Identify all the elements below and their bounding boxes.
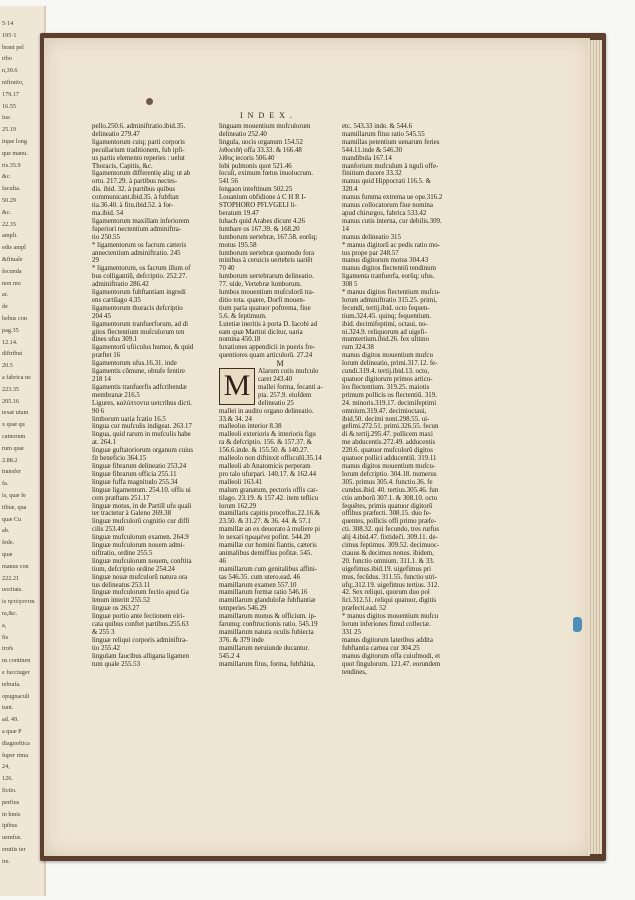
left-page-text-fragment: ab. (2, 527, 10, 535)
index-entry: apud chirurgos, fabrica 533.42 (342, 209, 427, 217)
index-entry: lorum adminiftratio 315.25. primi, (342, 296, 437, 304)
left-page-text-fragment: 20.5 (2, 362, 13, 370)
left-page-text-fragment: diagnoftica (2, 739, 30, 747)
index-entry: fubftantia carnea cur 304.25 (342, 644, 420, 652)
index-entry: beratum 19.47 (219, 209, 259, 217)
index-entry: ligamentorum fubftantiam ingredi (92, 289, 186, 297)
index-entry: præftet 16 (92, 352, 121, 360)
left-page-text-fragment: texat uium (2, 409, 29, 417)
index-entry: lorum inferiones fimul collectæ. (342, 621, 431, 629)
index-entry: lumborum uertebræ quomodo fora (219, 249, 315, 257)
index-entry: 77. uide, Vertebræ lumborum. (219, 281, 302, 289)
left-page-text-fragment: edis ampl (2, 244, 26, 252)
page-edges (588, 40, 602, 854)
index-entry: dines ufus 309.1 (92, 336, 138, 344)
index-entry: 42. Sex reliqui, quorum duo pol (342, 589, 430, 597)
index-entry: mamillarum natura oculis fubiecta (219, 629, 314, 636)
left-page-text-fragment: x quæ qu (2, 421, 25, 429)
left-page-text-fragment: quæ (2, 551, 13, 558)
index-entry: ortu. 217.29. à partibus nectes- (92, 178, 178, 186)
left-page-text-fragment: bebus con (2, 315, 27, 322)
left-page-text-fragment: &fituale (2, 256, 23, 263)
index-entry: pello.250.6. adminiftratio.ibid.35. (92, 123, 186, 130)
index-entry: mamillarum munus & officium. ip- (219, 613, 317, 621)
index-entry: linguæ fibrarum officia 255.11 (92, 470, 177, 478)
left-page-text-fragment: ire. (2, 857, 11, 865)
index-entry: nomina 450.18 (219, 336, 261, 344)
index-entry: lorum delineatio, primi.317.12. fe- (342, 360, 438, 368)
index-entry: linguæ mufculorum nouem, conftita (92, 557, 192, 565)
index-entry: linguæ nouæ mufculorŭ natura ora (92, 573, 188, 581)
index-entry: dis. ibid. 32. à partibus quibus (92, 186, 176, 194)
index-entry: mamillarum examen 557.10 (219, 581, 297, 589)
index-entry: malleoli ab Anatomicis perperam (219, 462, 311, 470)
index-entry: us partis elemento reperies : uelut (92, 154, 185, 162)
index-entry: tas 546.35. cum utero.ead. 46 (219, 573, 301, 581)
index-entry: Alarum cutis mufculo (258, 368, 319, 376)
left-page-text-fragment: 25.19 (2, 126, 16, 134)
index-entry: minibus à ceruicis uertebris uariēt (219, 257, 313, 265)
section-heading-m: M (276, 359, 284, 369)
index-entry: manus digitorum motus 304.43 (342, 257, 429, 265)
index-entry: cti. 308.32. qui fecundo, tres rurfus (342, 526, 440, 534)
index-entry: limborum uaria fcatio 16.5 (92, 415, 166, 423)
left-page-text-fragment: a quæ P (2, 728, 22, 735)
index-entry: manus cutis interna, cur debilis.309. (342, 217, 442, 225)
index-entry: quot fingulorum. 121.47. eorundem (342, 660, 441, 668)
left-page-text-fragment: manus con (2, 562, 29, 570)
index-entry: manus digitorum lateribus addita (342, 636, 433, 644)
index-entry: ma.ibid. 54 (92, 209, 124, 217)
index-entry: ni.324.9. reliquorum ad uigefi- (342, 328, 427, 336)
left-page-text-fragment: e fucciuger (2, 669, 30, 676)
index-entry: tio 255.42 (92, 644, 120, 652)
index-entry: motus 195.58 (219, 241, 257, 249)
index-entry: tia.36.40. à fitu.ibid.52. à for- (92, 202, 174, 210)
index-entry: 14 (342, 225, 349, 233)
index-entry: mumtertium.ibid.26. fex ultimo (342, 336, 430, 344)
left-page-text-fragment: ris.35.9 (2, 161, 21, 169)
index-entry: cimus feptimus. 309.52. decimuoc- (342, 542, 440, 550)
index-entry: peculiarium traditionem, fub ipfi- (92, 146, 185, 154)
index-entry: 320.4 (342, 186, 358, 194)
left-page-text-fragment: &c. (2, 173, 12, 181)
index-entry: linguæ mufculorum examen. 264.9 (92, 534, 189, 542)
left-page-text-fragment: tunt. (2, 704, 14, 712)
index-entry: uigefimus.ibid.19. uigefimus pri (342, 565, 431, 573)
left-page-text-fragment: diftribut (2, 350, 23, 358)
index-entry: mamillarum fitus, forma, fubftätia, (219, 660, 316, 668)
index-entry: gefimi.272.51. primi.326.55. fecun (342, 423, 439, 431)
index-entry: tus delineatus 253.11 (92, 581, 151, 589)
index-entry: annectentium adminiftratio. 245 (92, 249, 181, 257)
index-entry: malleolus interior 8.38 (219, 423, 282, 431)
index-entry: quatuor pollici adducentiŭ. 319.11 (342, 455, 437, 463)
index-entry: quentiores quam articulorũ. 27.24 (219, 352, 313, 360)
index-entry: * manus digitos flectentium mufcu- (342, 289, 441, 297)
index-entry: tum quale 255.53 (92, 660, 141, 668)
index-entry: tus prope par 248.57 (342, 249, 399, 257)
left-page-text-fragment: is ηετέγονται (2, 598, 35, 606)
index-entry: mamillaris capitis proceffus.22.16.& (219, 510, 321, 518)
left-page-text-fragment: 2.88.2 (2, 456, 18, 464)
index-entry: * ligamentorum, os facrum illum of (92, 265, 191, 273)
index-entry: membranæ 216.5 (92, 391, 140, 399)
index-entry: ligamenta tranfuerfa, eorũq; ufus. (342, 273, 435, 281)
index-entry: temperies 546.29 (219, 605, 267, 613)
left-page-text-fragment: 22.35 (2, 220, 16, 228)
left-page-text-fragment: rum quæ (2, 444, 24, 452)
index-entry: ligamentorŭ ufiiculus humor, & quid (92, 344, 194, 352)
index-entry: tio 250.55 (92, 233, 120, 241)
index-entry: λιθοειδὴ offa 33.33. & 166.48 (219, 146, 302, 154)
index-entry: gitos flectentium mufculorum ten (92, 328, 185, 336)
index-entry: 46 (219, 557, 226, 565)
index-entry: fequêtes, primis quatuor digitorũ (342, 502, 433, 510)
index-entry: ctio amborŭ 307.1. & 308.10. octo (342, 494, 438, 502)
index-entry: alij 4.ibid.47. fixtideĉi. 309.11. de- (342, 534, 438, 542)
index-entry: 29 (92, 257, 99, 265)
left-page-text-fragment: tique long (2, 138, 27, 145)
index-entry: mallei in audito organo delineatio. (219, 407, 314, 415)
index-entry: lumborum uertebrarum delineatio. (219, 273, 314, 281)
index-entry: ligamentorum thoracis defcriptio (92, 304, 183, 312)
index-column-3 (342, 123, 468, 676)
index-entry: linguæ fuffa magnitudo 255.34 (92, 478, 178, 486)
index-entry: cem præftans 251.17 (92, 494, 150, 502)
index-entry: mus, fecūdus. 311.55. functio utri- (342, 573, 438, 581)
index-entry: lumbare os 167.39. & 168.20 (219, 225, 300, 233)
index-entry: manus delineatio 315 (342, 233, 401, 241)
index-entry: manforium mufculum à nguli offe- (342, 162, 439, 170)
index-column-1 (92, 123, 212, 669)
index-entry: lorum defcriptio. 304.18. numerus (342, 470, 437, 478)
left-page-text-fragment: fa. (2, 480, 9, 488)
index-entry: quatuor digitorum primos articu- (342, 376, 433, 383)
left-page-text-fragment: transfer (2, 468, 21, 476)
index-entry: lenum interitt 255.52 (92, 597, 150, 605)
left-page-text-fragment: ribo (2, 55, 12, 63)
left-page-text-fragment: quæ Cu (2, 515, 22, 523)
index-entry: linguæ ligamentum. 254.10. offis ui (92, 486, 191, 494)
index-entry: 218 14 (92, 376, 111, 383)
index-entry: 308 5 (342, 281, 358, 289)
index-entry: 544.11.inde & 546.30 (342, 146, 403, 154)
index-entry: manus digitorum offa cuiufmodi, et (342, 652, 441, 660)
index-entry: manus quid Hippocrati 116.5. & (342, 178, 431, 186)
left-page-text-fragment: ad. 49. (2, 716, 19, 724)
index-entry: lingua cur mufculis indigeat. 263.17 (92, 423, 192, 431)
index-entry: manus digitos mouentium mufcu- (342, 462, 436, 470)
index-entry: tium, defcriptio ordine 254.24 (92, 565, 175, 573)
left-page-text-fragment: 24, (2, 763, 10, 771)
index-entry: 545.2 4 (219, 652, 240, 660)
index-entry: cundi.319.4. tertij.ibid.13. octo, (342, 368, 430, 376)
index-entry: lo uexari ηρωμένα pofint. 544.20 (219, 534, 311, 542)
index-entry: malleoli 163.41 (219, 478, 263, 486)
left-page-text-fragment: tibiæ, qua (2, 503, 27, 511)
index-entry: delineatio 25 (258, 399, 294, 407)
index-entry: niftratio, ordine 255.5 (92, 549, 153, 557)
left-page-text-fragment: perfius (2, 798, 20, 806)
index-entry: ligamentorum tranfuerforum, ad di (92, 320, 189, 328)
blue-page-tab (573, 617, 582, 632)
left-page-text-fragment: ipibus (2, 822, 18, 830)
index-entry: linguæ guftatoriorum organum cuius (92, 447, 194, 455)
left-page-text-fragment: pag.35 (2, 326, 19, 334)
index-entry: 5.6. & feptimum. (219, 312, 267, 320)
index-entry: Lutetiæ ineritis à porta D. Iacobi ad (219, 320, 318, 328)
index-entry: ditio tota. quære, Dorfi mouen- (219, 296, 306, 304)
index-entry: me abducentis.272.49. adducentis (342, 439, 436, 447)
left-page-text-fragment: fictio. (2, 787, 17, 794)
index-entry: cundus.ibid. 40. tertius.305.46. fun (342, 486, 439, 494)
index-entry: farumq; conftructionis ratio. 545.19 (219, 621, 318, 629)
index-column-2 (219, 123, 341, 669)
index-entry: Louanium obfidione à C H R I- (219, 194, 306, 202)
index-entry: communicant.ibid.35. à fubftan (92, 194, 179, 202)
index-entry: ibid. decimifeptimi, octaui, no- (342, 320, 428, 328)
left-page-text-fragment: a fabrica ne (2, 374, 31, 381)
index-entry: omnium.319.47. decimioctaui, (342, 407, 427, 415)
index-entry: mamillas petentium uenarum feries (342, 138, 440, 146)
index-entry: linguæ os 263.27 (92, 605, 140, 613)
index-entry: bus colligantiŭ, defcriptio. 252.27. (92, 273, 188, 281)
left-page-text-fragment: 126. (2, 775, 13, 783)
index-entry: malleolo non diftinxit offiıculŭ.35.14 (219, 455, 322, 463)
index-entry: offibus præfecti. 308.15. duo fe- (342, 510, 432, 518)
index-entry: lobi pulmonis quot 521.46 (219, 162, 292, 170)
left-page-text-fragment: 222.21 (2, 574, 20, 582)
index-entry: lingula, uocis organum 154.52 (219, 138, 303, 146)
index-entry: caret 243.40 (258, 376, 293, 383)
index-entry: linguæ reliqui corporis adminiftra- (92, 636, 188, 644)
index-entry: lumbos mouentium mufculorŭ tra- (219, 289, 315, 297)
index-entry: mamillarum cum genitalibus affini- (219, 565, 318, 573)
index-entry: delineatio 252.40 (219, 130, 267, 138)
left-page-text-fragment: 50.29 (2, 197, 16, 204)
index-entry: mamillæ cur homini fiantis, cæteris (219, 542, 317, 550)
index-entry: lici.312.51. reliqui quatuor, digitis (342, 597, 437, 605)
left-page-text-fragment: fecunda (2, 267, 22, 275)
left-page-text-fragment: fede. (2, 539, 15, 547)
index-entry: adminiftratio 286.42 (92, 281, 149, 289)
index-entry: lingua, quid rarum in mufculis habe (92, 431, 191, 439)
index-entry: STOPHORO PFLVGELI li- (219, 202, 297, 210)
left-page-text-fragment: ra,&c. (2, 610, 18, 617)
left-page-text-fragment: uemfus. (2, 834, 22, 842)
index-entry: ligamentorum maxillam inferiorem (92, 217, 190, 225)
index-entry: cata quibus conftet partibus.255.63 (92, 621, 189, 629)
left-page-text-fragment: 16.55 (2, 102, 16, 110)
index-entry: tium.324.45. quinq; fequentium. (342, 312, 432, 320)
index-entry: * ligamentorum os facrum cæteris (92, 241, 187, 249)
index-entry: los flectentium. 319.25. maiotis (342, 383, 430, 391)
index-entry: 220.6. quatuor mufculorŭ digitos (342, 447, 433, 455)
index-entry: * manus digitorū ac pedis ratio mo- (342, 241, 440, 249)
index-entry: tium paria quatuor poftrema, fiue (219, 304, 311, 312)
left-page-text-fragment: in hmis (2, 810, 21, 818)
index-entry: linguæ mufculorum nouem admi- (92, 542, 185, 550)
index-entry: Ligures, καλύπτοντα uetcribus dicti. (92, 399, 193, 407)
left-page-text-fragment: 195·1 (2, 31, 17, 39)
left-page-text-fragment: tebrafa. (2, 680, 21, 688)
index-entry: malum granatum, pectoris offis car- (219, 486, 318, 494)
left-page-text-fragment: uocitats. (2, 586, 23, 594)
left-page-text-fragment: 5·14 (2, 20, 14, 27)
index-entry: di & tertij.295.47. pollicem maxi (342, 431, 433, 439)
index-entry: ra & defcriptio. 156. & 157.37. & (219, 439, 313, 447)
index-entry: linguam mouentium mufculorum (219, 123, 311, 130)
left-page-text-fragment: que manu. (2, 149, 28, 157)
decorated-initial: M (219, 368, 255, 405)
index-entry: præfecti.ead. 52 (342, 605, 387, 613)
index-entry: mamillarum fitus ratio 545.55 (342, 130, 425, 138)
left-page-text-fragment: erutiis ter (2, 846, 26, 853)
index-entry: ibid.50. decimi noni.298.55. ui- (342, 415, 430, 423)
index-entry: fecundi, tertij.ibid. octo fequen- (342, 304, 430, 312)
index-entry: eam quæ Martini dicitur, uaria (219, 328, 303, 336)
index-entry: linguæ fibrarum delineatio 253.24 (92, 462, 187, 470)
index-entry: 305. primus 305.4. functio.36. fe (342, 478, 433, 486)
index-entry: delineatio 279.47 (92, 130, 140, 138)
index-entry: λίθος iecoris 506.40 (219, 154, 275, 162)
index-entry: 541 56 (219, 178, 238, 186)
index-entry: 24. minoris.319.17. decimifeptimi (342, 399, 437, 407)
index-entry: linguæ portio ante fectionem eiri- (92, 613, 185, 621)
left-page-text-fragment: fis (2, 633, 9, 641)
index-entry: pta. 257.9. eiufdem (258, 391, 312, 399)
index-entry: * manus digitos mouentium mufcu (342, 613, 439, 621)
index-entry: mallei forma, fecanti a- (258, 383, 323, 391)
left-page-text-fragment: niftratio, (2, 79, 24, 86)
index-header: INDEX. (240, 111, 297, 120)
left-page-text-fragment: ns continen (2, 657, 31, 665)
index-entry: linguæ motus, in de Partill ufu quali (92, 502, 192, 510)
left-page-text-fragment: opugnaculi (2, 692, 30, 700)
index-entry: ligamentis cõmune, obtufe fentire (92, 368, 185, 376)
index-entry: lorum 162.29 (219, 502, 257, 510)
index-entry: malleoli exterioris & interioris figu (219, 431, 316, 439)
index-entry: luxationes appendicii in pueris fre- (219, 344, 316, 352)
left-page-text-fragment: fuper rima (2, 751, 28, 759)
index-entry: fit beneficio 364.15 (92, 455, 147, 463)
index-entry: ufq;.312.19. uigefimus tertius. 312. (342, 581, 440, 589)
index-entry: manus collocatorum fiue nomina (342, 202, 433, 210)
index-entry: primum pollicis os flectentiŭ. 319. (342, 391, 437, 399)
index-entry: fuperiori nectentium adminiftra- (92, 225, 182, 233)
left-page-text-fragment: 12.14. (2, 338, 18, 346)
index-entry: Thoracis, Capitis, &c. (92, 162, 153, 170)
index-entry: 20. functio omnium. 311.1. & 33. (342, 557, 435, 565)
left-page-text-fragment: non mo (2, 279, 21, 287)
index-entry: ens cartilago 4.35 (92, 296, 141, 304)
index-entry: ligamentorum differentię aliq; ut ab (92, 170, 191, 178)
index-entry: 70 40 (219, 265, 235, 273)
index-entry: 331 25 (342, 629, 361, 636)
index-entry: rum 324.38 (342, 344, 374, 352)
index-entry: cilis 253.40 (92, 526, 125, 534)
left-page-text-fragment: ar. (2, 291, 9, 299)
index-entry: ligamentorum cuiq; parti corporis (92, 138, 185, 146)
index-entry: luhach quid Arabes dicunt 4.26 (219, 217, 305, 225)
index-entry: animalibus demiffius pofitæ. 545. (219, 549, 313, 557)
left-page-text-fragment: 223.35 (2, 385, 20, 393)
index-entry: linguæ mufculorum fectio apud Ga (92, 589, 189, 597)
index-entry: mamillarum glandulofæ fubftantiæ (219, 597, 316, 605)
index-entry: manus digitos mouentium mufcu (342, 352, 433, 360)
left-page-text-fragment: n,30.6 (2, 67, 18, 75)
index-entry: etc. 543.33 inde. & 544.6 (342, 123, 413, 130)
index-entry: loculi, eximum fœtus inuolucrum. (219, 170, 313, 178)
index-entry: quentes, pollicis offi primo præfe- (342, 518, 437, 526)
index-entry: 33.& 34. 24 (219, 415, 252, 423)
index-entry: 376. & 379 inde (219, 636, 264, 644)
index-entry: ter tractetur à Galeno 269.38 (92, 510, 172, 518)
left-page-text-fragment: &c. (2, 208, 12, 216)
left-page-text-fragment: trofs (2, 645, 14, 653)
left-page-text-fragment: a, (2, 621, 7, 629)
index-entry: pro talo ufurpari. 140.17. & 162.44 (219, 470, 317, 478)
left-page-text-fragment: is, quæ fe (2, 492, 26, 499)
left-page-text-fragment: ius: (2, 114, 11, 122)
wormhole-mark (146, 98, 153, 105)
index-entry: lumborum uertebræ, 167.58. eorũq; (219, 233, 317, 241)
index-entry: manus digitos flectentiŭ tendinum (342, 265, 436, 273)
index-entry: ligamentis tranfuerfis adfcribendæ (92, 383, 187, 391)
index-entry: mamillæ an ex deuorato à muliere pi (219, 526, 321, 534)
index-entry: manus fumma extrema ue ope.316.2 (342, 194, 443, 202)
index-entry: tilago. 23.19. & 157.42. item teflicu (219, 494, 319, 502)
index-entry: 23.50. & 31.27. & 36. 44. & 57.1 (219, 518, 311, 526)
index-entry: 156.6.inde. & 155.50. & 140.27. (219, 447, 309, 455)
index-entry: longaon inteftinum 502.25 (219, 186, 293, 194)
left-page-text-fragment: ampli. (2, 232, 18, 240)
left-page-text-fragment: catnorum (2, 433, 26, 440)
left-page-text-fragment: faculta. (2, 185, 21, 193)
left-page-text-fragment: brani pel (2, 43, 24, 51)
index-entry: linguæ mufculorŭ cognitio cur diffi (92, 518, 190, 526)
index-entry: mamillarum formæ ratio 546.16 (219, 589, 308, 597)
index-entry: mandibula 167.14 (342, 154, 392, 162)
index-entry: finitium ducere 33.32 (342, 170, 402, 178)
index-entry: & 255 3 (92, 629, 115, 636)
index-entry: ctauus & decimus nonus. ibidem, (342, 549, 434, 557)
left-page-text-fragment: de (2, 303, 8, 311)
left-page-text-fragment: 179.17 (2, 90, 20, 98)
index-entry: mamillarum neruiunde ducantur. (219, 644, 310, 652)
left-page-text-fragment: 205.16 (2, 397, 20, 405)
index-entry: lingulam faucibus alligana ligamen (92, 652, 190, 660)
index-entry: 90 6 (92, 407, 105, 415)
index-entry: ligamentorum ufus.16.31. inde (92, 360, 177, 368)
index-entry: tendines, (342, 668, 367, 676)
index-entry: 204 45 (92, 312, 111, 320)
index-entry: at. 264.1 (92, 439, 116, 447)
